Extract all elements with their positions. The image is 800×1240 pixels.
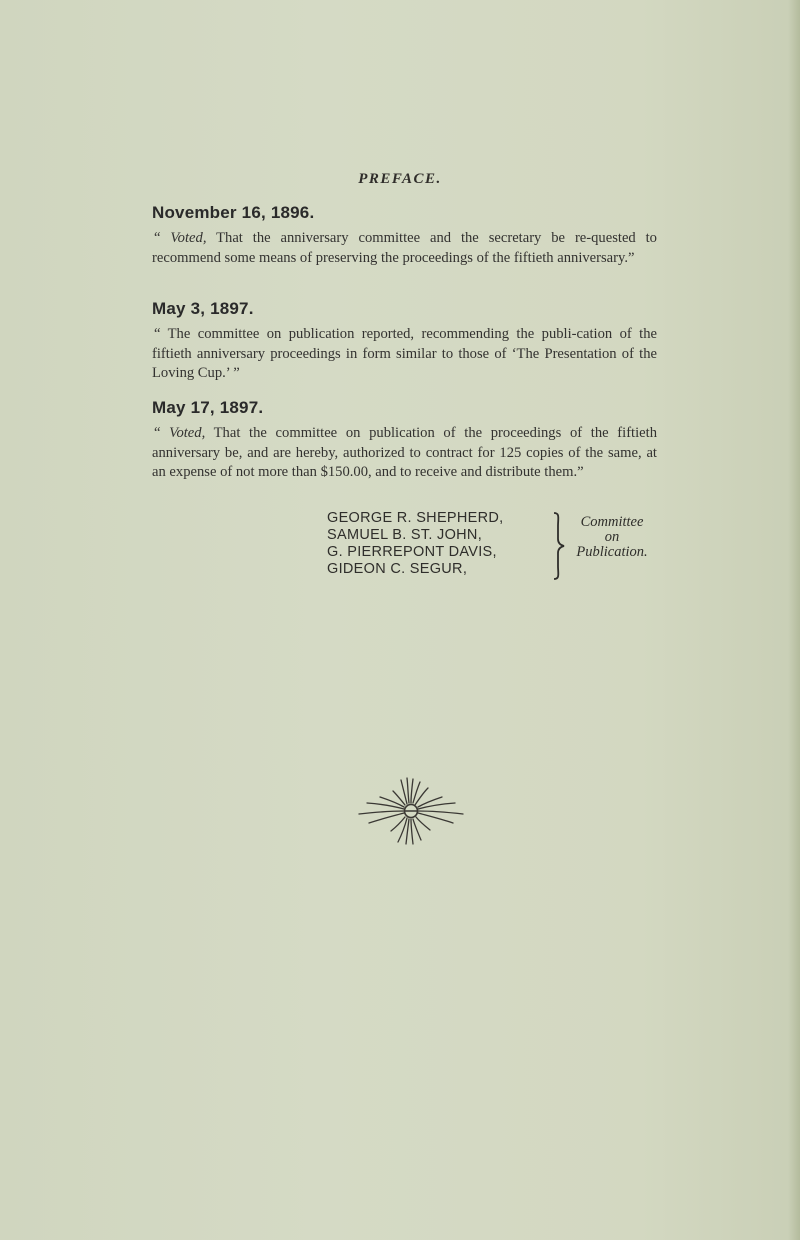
entry-open-quote: “ xyxy=(154,425,170,441)
entry-text xyxy=(152,325,657,384)
signatory-name: SAMUEL B. ST. JOHN, xyxy=(327,527,483,543)
entry-date: May 3, 1897. xyxy=(152,299,254,318)
entry-may-3-1897 xyxy=(152,299,657,384)
entry-voted-label: Voted, xyxy=(170,230,207,246)
running-head: PREFACE. xyxy=(358,171,442,187)
entry-date: November 16, 1896. xyxy=(152,203,315,222)
entry-text xyxy=(152,424,657,483)
committee-label-line: Committee xyxy=(580,514,644,530)
entry-date: May 17, 1897. xyxy=(152,398,264,417)
sun-ornament-icon xyxy=(353,776,469,846)
committee-label xyxy=(567,515,657,560)
signatory-name: GIDEON C. SEGUR, xyxy=(327,561,468,577)
entry-november-1896 xyxy=(152,203,657,268)
signatory-list xyxy=(327,510,504,578)
committee-label-line: on xyxy=(604,529,620,545)
entry-may-17-1897 xyxy=(152,398,657,483)
signatory-name: GEORGE R. SHEPHERD, xyxy=(327,510,504,526)
entry-text xyxy=(152,229,657,268)
curly-brace-icon xyxy=(550,512,566,580)
entry-body: “ The committee on publication reported, recommending the publi-cation of the fiftieth anniversary proceedings in form similar to those of ‘The Presentation of the Loving Cup.’ ” xyxy=(152,326,657,381)
entry-body: That the anniversary committee and the secretary be re-quested to recommend some means of preserving the proceedings of the fiftieth anniversary.” xyxy=(152,230,657,266)
entry-body: That the committee on publication of the proceedings of the fiftieth anniversary be, and are hereby, authorized to contract for 125 copies of the same, at an expense of not more than $150.00, and to receive and distribute them.” xyxy=(152,425,657,480)
committee-label-line: Publication. xyxy=(576,544,648,560)
entry-voted-label: Voted, xyxy=(169,425,206,441)
signature-block xyxy=(327,510,667,590)
entry-open-quote: “ xyxy=(154,230,171,246)
signatory-name: G. PIERREPONT DAVIS, xyxy=(327,544,497,560)
